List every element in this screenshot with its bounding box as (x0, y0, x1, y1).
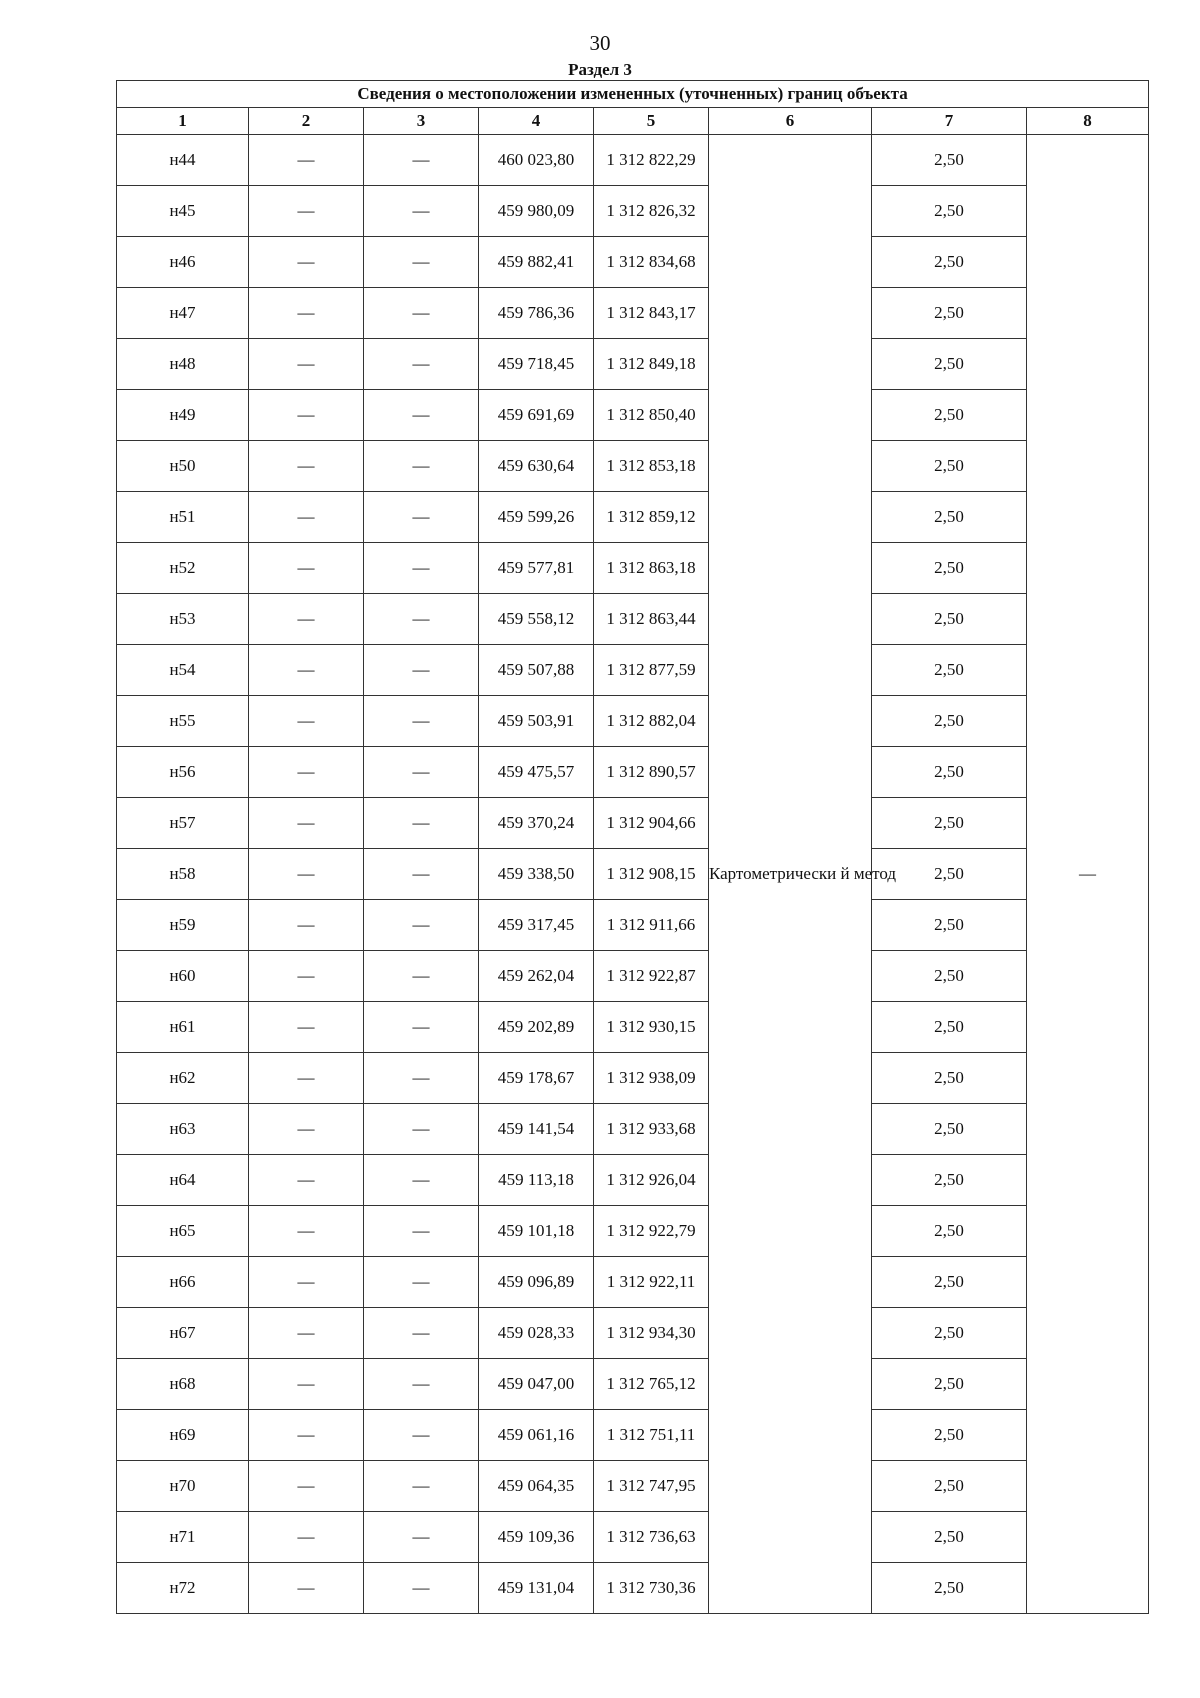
x-coordinate-cell: 459 178,67 (479, 1053, 594, 1104)
column-2-cell: — (249, 441, 364, 492)
table-row (117, 1053, 1149, 1104)
column-2-cell: — (249, 1104, 364, 1155)
point-number-cell: н70 (117, 1461, 249, 1512)
x-coordinate-cell: 459 131,04 (479, 1563, 594, 1614)
point-number-cell: н48 (117, 339, 249, 390)
point-number-cell: н59 (117, 900, 249, 951)
column-3-cell: — (364, 186, 479, 237)
x-coordinate-cell: 459 202,89 (479, 1002, 594, 1053)
precision-cell: 2,50 (872, 798, 1027, 849)
point-number-cell: н54 (117, 645, 249, 696)
column-2-cell: — (249, 1359, 364, 1410)
y-coordinate-cell: 1 312 826,32 (594, 186, 709, 237)
x-coordinate-cell: 459 028,33 (479, 1308, 594, 1359)
column-number: 5 (594, 108, 709, 135)
point-number-cell: н62 (117, 1053, 249, 1104)
x-coordinate-cell: 459 503,91 (479, 696, 594, 747)
point-number-cell: н49 (117, 390, 249, 441)
y-coordinate-cell: 1 312 922,79 (594, 1206, 709, 1257)
table-row (117, 1257, 1149, 1308)
y-coordinate-cell: 1 312 933,68 (594, 1104, 709, 1155)
precision-cell: 2,50 (872, 543, 1027, 594)
table-row (117, 288, 1149, 339)
y-coordinate-cell: 1 312 849,18 (594, 339, 709, 390)
y-coordinate-cell: 1 312 882,04 (594, 696, 709, 747)
table-row (117, 441, 1149, 492)
table-row (117, 1308, 1149, 1359)
column-3-cell: — (364, 849, 479, 900)
point-number-cell: н58 (117, 849, 249, 900)
column-2-cell: — (249, 390, 364, 441)
x-coordinate-cell: 459 113,18 (479, 1155, 594, 1206)
column-2-cell: — (249, 492, 364, 543)
point-number-cell: н45 (117, 186, 249, 237)
point-number-cell: н60 (117, 951, 249, 1002)
column-number: 6 (709, 108, 872, 135)
table-row (117, 237, 1149, 288)
column-2-cell: — (249, 186, 364, 237)
y-coordinate-cell: 1 312 736,63 (594, 1512, 709, 1563)
column-3-cell: — (364, 900, 479, 951)
point-number-cell: н61 (117, 1002, 249, 1053)
column-3-cell: — (364, 1257, 479, 1308)
y-coordinate-cell: 1 312 859,12 (594, 492, 709, 543)
precision-cell: 2,50 (872, 1410, 1027, 1461)
x-coordinate-cell: 459 577,81 (479, 543, 594, 594)
column-3-cell: — (364, 492, 479, 543)
table-row (117, 543, 1149, 594)
point-number-cell: н72 (117, 1563, 249, 1614)
precision-cell: 2,50 (872, 1461, 1027, 1512)
table-row (117, 1512, 1149, 1563)
precision-cell: 2,50 (872, 390, 1027, 441)
column-2-cell: — (249, 1206, 364, 1257)
table-row (117, 1206, 1149, 1257)
point-number-cell: н63 (117, 1104, 249, 1155)
point-number-cell: н57 (117, 798, 249, 849)
precision-cell: 2,50 (872, 645, 1027, 696)
precision-cell: 2,50 (872, 1206, 1027, 1257)
y-coordinate-cell: 1 312 922,87 (594, 951, 709, 1002)
table-row (117, 594, 1149, 645)
column-3-cell: — (364, 747, 479, 798)
column-number: 2 (249, 108, 364, 135)
precision-cell: 2,50 (872, 951, 1027, 1002)
precision-cell: 2,50 (872, 1155, 1027, 1206)
point-number-cell: н44 (117, 135, 249, 186)
precision-cell: 2,50 (872, 594, 1027, 645)
table-row (117, 1563, 1149, 1614)
table-row (117, 900, 1149, 951)
precision-cell: 2,50 (872, 135, 1027, 186)
y-coordinate-cell: 1 312 863,44 (594, 594, 709, 645)
column-3-cell: — (364, 645, 479, 696)
y-coordinate-cell: 1 312 765,12 (594, 1359, 709, 1410)
table-row (117, 951, 1149, 1002)
y-coordinate-cell: 1 312 908,15 (594, 849, 709, 900)
table-row (117, 135, 1149, 186)
point-number-cell: н67 (117, 1308, 249, 1359)
x-coordinate-cell: 459 096,89 (479, 1257, 594, 1308)
precision-cell: 2,50 (872, 747, 1027, 798)
table-row (117, 645, 1149, 696)
y-coordinate-cell: 1 312 934,30 (594, 1308, 709, 1359)
x-coordinate-cell: 459 882,41 (479, 237, 594, 288)
point-number-cell: н66 (117, 1257, 249, 1308)
precision-cell: 2,50 (872, 1563, 1027, 1614)
column-2-cell: — (249, 1563, 364, 1614)
column-2-cell: — (249, 1257, 364, 1308)
point-number-cell: н52 (117, 543, 249, 594)
y-coordinate-cell: 1 312 904,66 (594, 798, 709, 849)
x-coordinate-cell: 459 718,45 (479, 339, 594, 390)
precision-cell: 2,50 (872, 1002, 1027, 1053)
y-coordinate-cell: 1 312 822,29 (594, 135, 709, 186)
column-3-cell: — (364, 1563, 479, 1614)
precision-cell: 2,50 (872, 288, 1027, 339)
point-number-cell: н50 (117, 441, 249, 492)
point-number-cell: н46 (117, 237, 249, 288)
table-row (117, 747, 1149, 798)
y-coordinate-cell: 1 312 850,40 (594, 390, 709, 441)
y-coordinate-cell: 1 312 843,17 (594, 288, 709, 339)
x-coordinate-cell: 459 558,12 (479, 594, 594, 645)
y-coordinate-cell: 1 312 938,09 (594, 1053, 709, 1104)
point-number-cell: н64 (117, 1155, 249, 1206)
x-coordinate-cell: 459 317,45 (479, 900, 594, 951)
x-coordinate-cell: 459 475,57 (479, 747, 594, 798)
column-2-cell: — (249, 1002, 364, 1053)
table-body (117, 135, 1149, 1614)
page-number: 30 (589, 31, 611, 55)
table-row (117, 1359, 1149, 1410)
precision-cell: 2,50 (872, 1359, 1027, 1410)
x-coordinate-cell: 459 338,50 (479, 849, 594, 900)
table-row (117, 798, 1149, 849)
point-number-cell: н47 (117, 288, 249, 339)
y-coordinate-cell: 1 312 751,11 (594, 1410, 709, 1461)
column-3-cell: — (364, 1410, 479, 1461)
x-coordinate-cell: 459 691,69 (479, 390, 594, 441)
point-number-cell: н71 (117, 1512, 249, 1563)
precision-cell: 2,50 (872, 441, 1027, 492)
precision-cell: 2,50 (872, 237, 1027, 288)
table-row (117, 1002, 1149, 1053)
table-row (117, 492, 1149, 543)
column-2-cell: — (249, 543, 364, 594)
y-coordinate-cell: 1 312 926,04 (594, 1155, 709, 1206)
x-coordinate-cell: 460 023,80 (479, 135, 594, 186)
point-number-cell: н53 (117, 594, 249, 645)
column-number: 8 (1027, 108, 1149, 135)
column-3-cell: — (364, 135, 479, 186)
x-coordinate-cell: 459 599,26 (479, 492, 594, 543)
column-number: 4 (479, 108, 594, 135)
column-3-cell: — (364, 1359, 479, 1410)
x-coordinate-cell: 459 980,09 (479, 186, 594, 237)
x-coordinate-cell: 459 786,36 (479, 288, 594, 339)
y-coordinate-cell: 1 312 834,68 (594, 237, 709, 288)
table-title: Сведения о местоположении измененных (уточненных) границ объекта (117, 81, 1149, 108)
column-2-cell: — (249, 135, 364, 186)
column-3-cell: — (364, 1461, 479, 1512)
precision-cell: 2,50 (872, 900, 1027, 951)
column-3-cell: — (364, 339, 479, 390)
precision-cell: 2,50 (872, 492, 1027, 543)
column-3-cell: — (364, 441, 479, 492)
table-row (117, 849, 1149, 900)
column-3-cell: — (364, 798, 479, 849)
column-2-cell: — (249, 798, 364, 849)
point-number-cell: н65 (117, 1206, 249, 1257)
point-number-cell: н56 (117, 747, 249, 798)
column-number: 7 (872, 108, 1027, 135)
table-row (117, 696, 1149, 747)
column-number-row (117, 108, 1149, 135)
point-number-cell: н68 (117, 1359, 249, 1410)
column-2-cell: — (249, 1512, 364, 1563)
precision-cell: 2,50 (872, 1512, 1027, 1563)
column-2-cell: — (249, 1155, 364, 1206)
y-coordinate-cell: 1 312 853,18 (594, 441, 709, 492)
x-coordinate-cell: 459 101,18 (479, 1206, 594, 1257)
column-2-cell: — (249, 339, 364, 390)
column-3-cell: — (364, 237, 479, 288)
column-3-cell: — (364, 1155, 479, 1206)
column-2-cell: — (249, 288, 364, 339)
column-3-cell: — (364, 543, 479, 594)
y-coordinate-cell: 1 312 930,15 (594, 1002, 709, 1053)
table-row (117, 390, 1149, 441)
table-row (117, 1410, 1149, 1461)
table-row (117, 1155, 1149, 1206)
x-coordinate-cell: 459 064,35 (479, 1461, 594, 1512)
column-3-cell: — (364, 1104, 479, 1155)
column-3-cell: — (364, 594, 479, 645)
column-2-cell: — (249, 1461, 364, 1512)
point-number-cell: н69 (117, 1410, 249, 1461)
column-2-cell: — (249, 696, 364, 747)
section-label: Раздел 3 (568, 60, 632, 79)
x-coordinate-cell: 459 370,24 (479, 798, 594, 849)
method-cell: Картометрически й метод (709, 135, 872, 1614)
x-coordinate-cell: 459 109,36 (479, 1512, 594, 1563)
column-2-cell: — (249, 849, 364, 900)
column-2-cell: — (249, 645, 364, 696)
precision-cell: 2,50 (872, 849, 1027, 900)
y-coordinate-cell: 1 312 911,66 (594, 900, 709, 951)
coordinates-table (116, 80, 1149, 1614)
column-2-cell: — (249, 951, 364, 1002)
precision-cell: 2,50 (872, 1053, 1027, 1104)
precision-cell: 2,50 (872, 696, 1027, 747)
column-number: 3 (364, 108, 479, 135)
table-row (117, 186, 1149, 237)
column-2-cell: — (249, 1308, 364, 1359)
x-coordinate-cell: 459 507,88 (479, 645, 594, 696)
column-3-cell: — (364, 288, 479, 339)
column-2-cell: — (249, 237, 364, 288)
column-2-cell: — (249, 747, 364, 798)
column-3-cell: — (364, 1002, 479, 1053)
y-coordinate-cell: 1 312 877,59 (594, 645, 709, 696)
precision-cell: 2,50 (872, 1257, 1027, 1308)
column-3-cell: — (364, 951, 479, 1002)
column-2-cell: — (249, 594, 364, 645)
point-number-cell: н55 (117, 696, 249, 747)
column-3-cell: — (364, 696, 479, 747)
column-3-cell: — (364, 1308, 479, 1359)
x-coordinate-cell: 459 047,00 (479, 1359, 594, 1410)
column-2-cell: — (249, 1410, 364, 1461)
y-coordinate-cell: 1 312 922,11 (594, 1257, 709, 1308)
precision-cell: 2,50 (872, 339, 1027, 390)
column-2-cell: — (249, 1053, 364, 1104)
column-3-cell: — (364, 390, 479, 441)
point-number-cell: н51 (117, 492, 249, 543)
x-coordinate-cell: 459 630,64 (479, 441, 594, 492)
precision-cell: 2,50 (872, 186, 1027, 237)
column-3-cell: — (364, 1512, 479, 1563)
y-coordinate-cell: 1 312 863,18 (594, 543, 709, 594)
precision-cell: 2,50 (872, 1104, 1027, 1155)
y-coordinate-cell: 1 312 747,95 (594, 1461, 709, 1512)
x-coordinate-cell: 459 061,16 (479, 1410, 594, 1461)
column-3-cell: — (364, 1053, 479, 1104)
table-row (117, 339, 1149, 390)
x-coordinate-cell: 459 141,54 (479, 1104, 594, 1155)
column-2-cell: — (249, 900, 364, 951)
table-row (117, 1104, 1149, 1155)
y-coordinate-cell: 1 312 730,36 (594, 1563, 709, 1614)
precision-cell: 2,50 (872, 1308, 1027, 1359)
column-number: 1 (117, 108, 249, 135)
y-coordinate-cell: 1 312 890,57 (594, 747, 709, 798)
x-coordinate-cell: 459 262,04 (479, 951, 594, 1002)
note-cell: — (1027, 135, 1149, 1614)
table-row (117, 1461, 1149, 1512)
column-3-cell: — (364, 1206, 479, 1257)
